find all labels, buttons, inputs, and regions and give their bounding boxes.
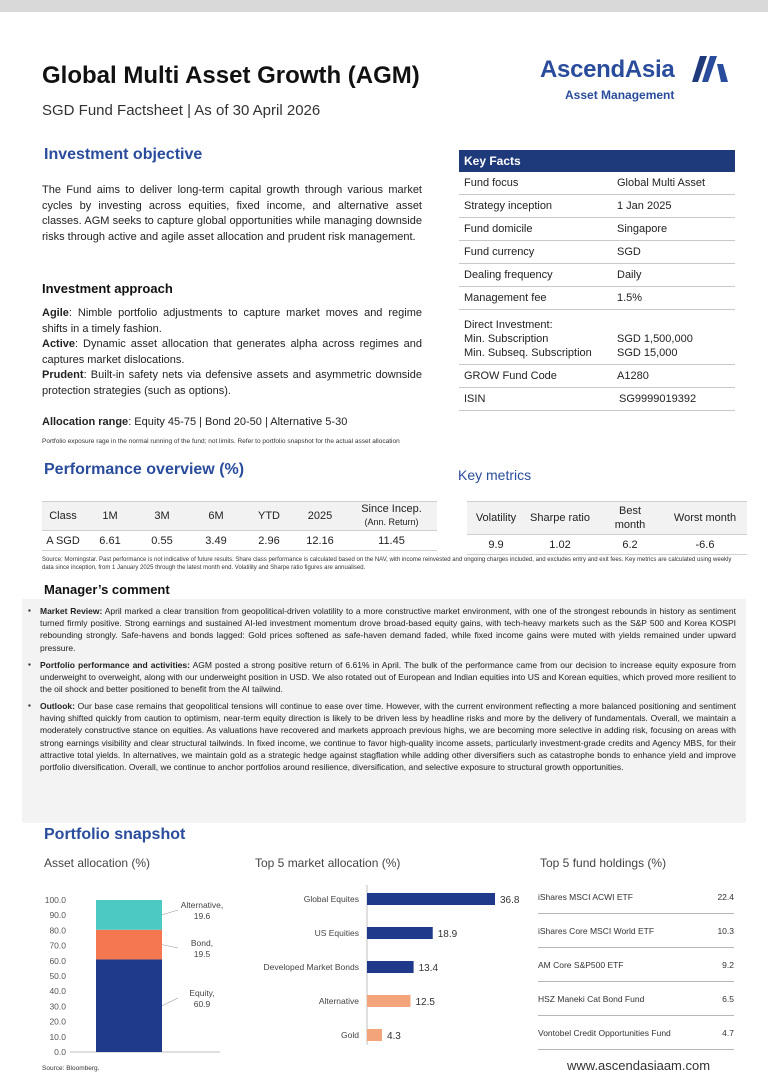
key-fact-row: GROW Fund Code A1280 bbox=[459, 365, 735, 388]
market-allocation-chart bbox=[245, 885, 530, 1045]
data-label: 18.9 bbox=[437, 929, 458, 940]
manager-comment-heading: Manager’s comment bbox=[44, 582, 170, 597]
series-name-label: Equity, bbox=[189, 988, 215, 998]
y-tick-label: 60.0 bbox=[49, 955, 66, 966]
leader-line bbox=[162, 998, 178, 1006]
asset-allocation-title: Asset allocation (%) bbox=[44, 856, 151, 870]
category-label: Global Equites bbox=[303, 894, 359, 904]
data-label: 13.4 bbox=[418, 963, 439, 974]
stack-segment-0 bbox=[96, 959, 162, 1052]
approach-item-prudent: Prudent: Built-in safety nets via defensive assets and asymmetric downside protection strategies (such as options). bbox=[42, 369, 422, 397]
data-label: 4.3 bbox=[386, 1031, 401, 1042]
allocation-range: Allocation range: Equity 45-75 | Bond 20-50 | Alternative 5-30 bbox=[42, 416, 348, 428]
data-label: 12.5 bbox=[415, 997, 435, 1008]
manager-comment-market-review: ▪ Market Review: April marked a clear transition from geopolitical-driven volatility to a more constructive market environment, with one of the strongest rebounds in history as sentiment turned firmly positive. Strong earnings and sustained AI-led investment momentum drove broad-based equity gains, with tech-heavy markets such as the S&P 500 and Korea KOSPI rebounding strongly. Safe-havens and bonds lagged: Gold prices softened as safe-haven demand faded, while fixed income gains were muted with yields remained under upward pressure. bbox=[28, 606, 736, 653]
key-fact-row: Dealing frequency Daily bbox=[459, 264, 735, 287]
bar bbox=[367, 1029, 382, 1041]
key-facts-table bbox=[459, 150, 735, 411]
y-tick-label: 40.0 bbox=[49, 986, 66, 997]
performance-header-row: Class 1M 3M 6M YTD 2025 Since Incep. (Ann. Return) bbox=[42, 501, 437, 531]
fund-holdings-list bbox=[538, 880, 734, 1050]
performance-table bbox=[42, 501, 437, 551]
portfolio-snapshot-heading: Portfolio snapshot bbox=[44, 826, 186, 843]
approach-heading: Investment approach bbox=[42, 281, 173, 296]
holding-row: iShares Core MSCI World ETF 10.3 bbox=[538, 914, 734, 948]
approach-item-agile: Agile: Nimble portfolio adjustments to capture market moves and regime shifts in a timely fashion. bbox=[42, 307, 422, 335]
key-facts-heading: Key Facts bbox=[459, 150, 735, 172]
fund-holdings-title: Top 5 fund holdings (%) bbox=[540, 856, 667, 870]
manager-comment-portfolio-performance: ▪ Portfolio performance and activities: AGM posted a strong positive return of 6.61% in April. The bulk of the performance came from our decision to increase equity exposure from underweight to overweight, along with our underweight position in USD. We also rotated out of European and Indian equities into US and Korean equities, which proved more resilient to the oil shock and better positioned to benefit from the AI tailwind. bbox=[28, 660, 736, 695]
manager-comment-outlook: ▪ Outlook: Our base case remains that geopolitical tensions will continue to ease over time. However, with the current environment reflecting a more balanced positioning and sentiment having shifted quickly from caution to optimism, near-term equity direction is likely to be driven less by headline risks and more by the delivery of fundamentals. Overall, we maintain a moderately constructive stance on equities. As valuations have recovered and markets approach previous highs, we are becoming more selective in adding risk, focusing on areas with strong earnings visibility and clear structural tailwinds. In fixed income, we continue to favor high-quality income assets, particularly investment-grade credits and Agency MBS, for their attractive total yields. In alternatives, we maintain gold as a strategic hedge against stagflation while adding other diversifiers such as catastrophe bonds to enhance yield and improve portfolio diversification. Overall, we continue to anchor portfolios around resilience, diversification, and selective exposure to structural growth opportunities. bbox=[28, 701, 736, 773]
approach-list bbox=[42, 306, 422, 399]
logo-name: AscendAsia bbox=[540, 56, 675, 83]
key-metrics-header-row: Volatility Sharpe ratio Best month Worst month bbox=[467, 501, 747, 535]
key-metrics-data-row: 9.9 1.02 6.2 -6.6 bbox=[467, 535, 747, 555]
category-label: Gold bbox=[341, 1030, 359, 1040]
category-label: US Equities bbox=[314, 928, 359, 938]
key-fact-row: Fund domicile Singapore bbox=[459, 218, 735, 241]
allocation-note: Portfolio exposure rage in the normal running of the fund; not limits. Refer to portfolio snapshot for the actual asset allocation bbox=[42, 438, 400, 445]
page-subtitle: SGD Fund Factsheet | As of 30 April 2026 bbox=[42, 102, 321, 119]
footer-url[interactable]: www.ascendasiaam.com bbox=[567, 1058, 711, 1073]
key-fact-row: ISIN SG9999019392 bbox=[459, 388, 735, 411]
category-label: Developed Market Bonds bbox=[263, 962, 359, 972]
performance-source-note: Source: Morningstar. Past performance is not indicative of future results. Share class performance is calculated based on the NAV, with income reinvested and ongoing charges included, and excludes entry and exit fees. Key metrics are calculated using weekly data since inception, from 1 January 2025 through the latest month end. Volatility and Sharpe ratio figures are annualised. bbox=[42, 557, 732, 571]
logo-subtitle: Asset Management bbox=[565, 88, 675, 102]
series-name-label: Bond, bbox=[190, 938, 214, 948]
company-logo bbox=[540, 56, 730, 106]
approach-item-active: Active: Dynamic asset allocation that generates alpha across regimes and captures market dislocations. bbox=[42, 338, 422, 366]
y-tick-label: 30.0 bbox=[49, 1001, 66, 1012]
top-bar bbox=[0, 0, 768, 12]
performance-data-row: A SGD 6.61 0.55 3.49 2.96 12.16 11.45 bbox=[42, 531, 437, 551]
bar bbox=[367, 995, 410, 1007]
page-title: Global Multi Asset Growth (AGM) bbox=[42, 62, 420, 89]
market-allocation-title: Top 5 market allocation (%) bbox=[255, 856, 401, 870]
series-value-label: 19.6 bbox=[193, 911, 211, 921]
series-value-label: 19.5 bbox=[193, 949, 211, 959]
logo-mark-icon bbox=[692, 56, 728, 82]
y-tick-label: 90.0 bbox=[49, 910, 66, 921]
series-value-label: 60.9 bbox=[193, 999, 211, 1009]
category-label: Alternative bbox=[318, 996, 359, 1006]
key-metrics-heading: Key metrics bbox=[458, 467, 532, 483]
key-metrics-table bbox=[467, 501, 747, 555]
holding-row: Vontobel Credit Opportunities Fund 4.7 bbox=[538, 1016, 734, 1050]
key-fact-row: Management fee 1.5% bbox=[459, 287, 735, 310]
y-tick-label: 100.0 bbox=[44, 895, 66, 905]
performance-heading: Performance overview (%) bbox=[44, 461, 245, 478]
y-tick-label: 80.0 bbox=[49, 925, 66, 936]
asset-allocation-chart bbox=[30, 888, 240, 1058]
holding-row: HSZ Maneki Cat Bond Fund 6.5 bbox=[538, 982, 734, 1016]
bar bbox=[367, 927, 433, 939]
y-tick-label: 20.0 bbox=[49, 1016, 66, 1027]
objective-text: The Fund aims to deliver long-term capital growth through various market cycles by investing across equities, fixed income, and alternative asset classes. AGM seeks to capture global opportunities while managing downside risks through active and agile asset allocation and prudent risk management. bbox=[42, 184, 422, 243]
stack-segment-2 bbox=[96, 900, 162, 930]
holding-row: iShares MSCI ACWI ETF 22.4 bbox=[538, 880, 734, 914]
key-fact-direct-investment: Direct Investment: Min. Subscription Min. Subseq. Subscription SGD 1,500,000 SGD 15,000 bbox=[459, 310, 735, 365]
leader-line bbox=[162, 910, 178, 915]
bar bbox=[367, 893, 495, 905]
y-tick-label: 10.0 bbox=[49, 1031, 66, 1042]
data-label: 36.8 bbox=[500, 895, 520, 906]
leader-line bbox=[162, 945, 178, 948]
y-tick-label: 0.0 bbox=[54, 1047, 66, 1057]
key-fact-row: Strategy inception 1 Jan 2025 bbox=[459, 195, 735, 218]
y-tick-label: 70.0 bbox=[49, 940, 66, 951]
stack-segment-1 bbox=[96, 930, 162, 960]
holding-row: AM Core S&P500 ETF 9.2 bbox=[538, 948, 734, 982]
objective-heading: Investment objective bbox=[44, 146, 203, 163]
asset-allocation-source: Source: Bloomberg. bbox=[42, 1065, 100, 1072]
y-tick-label: 50.0 bbox=[49, 971, 66, 981]
key-fact-row: Fund currency SGD bbox=[459, 241, 735, 264]
key-fact-row: Fund focus Global Multi Asset bbox=[459, 172, 735, 195]
series-name-label: Alternative, bbox=[180, 900, 224, 910]
bar bbox=[367, 961, 414, 973]
